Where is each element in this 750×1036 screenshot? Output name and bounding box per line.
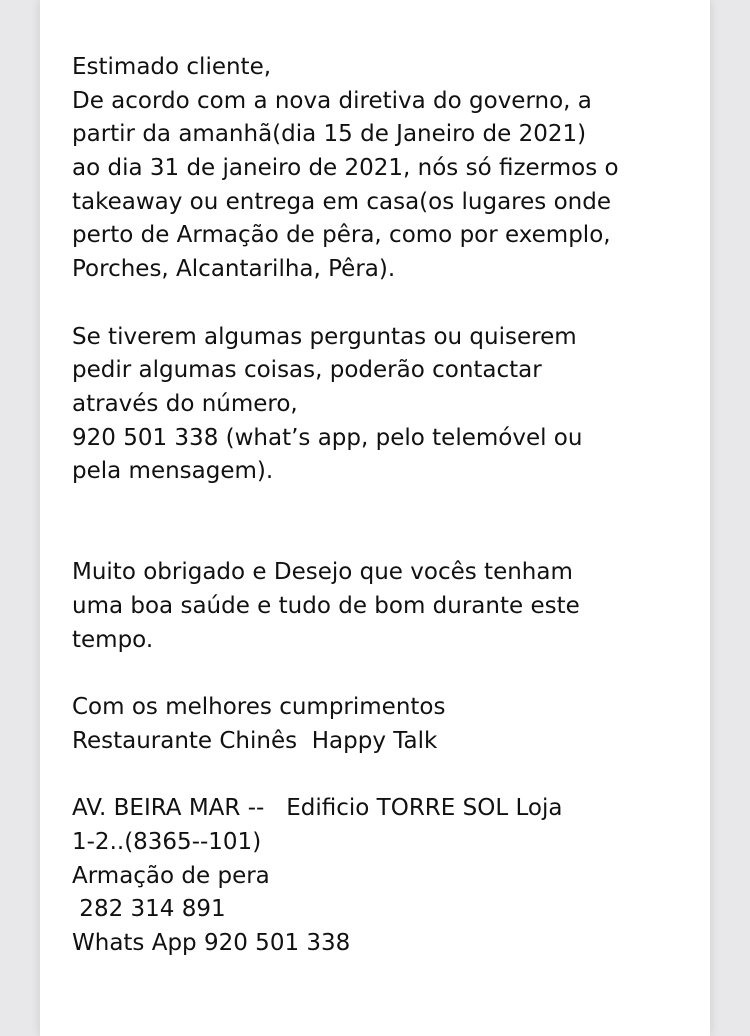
address-line: 1-2..(8365--101) [72, 828, 262, 855]
paragraph-line: Muito obrigado e Desejo que vocês tenham [72, 559, 573, 586]
blank-line [72, 657, 702, 691]
paragraph-line: takeaway ou entrega em casa(os lugares onde [72, 188, 611, 215]
paragraph-line: pela mensagem). [72, 458, 274, 485]
blank-line [72, 287, 702, 321]
address-line: AV. BEIRA MAR -- Edificio TORRE SOL Loja [72, 795, 563, 822]
paragraph-line: tempo. [72, 626, 154, 653]
whatsapp-line: Whats App 920 501 338 [72, 929, 351, 956]
restaurant-name: Restaurante Chinês Happy Talk [72, 727, 438, 754]
paragraph-line: Se tiverem algumas perguntas ou quiserem [72, 323, 577, 350]
phone-line: 282 314 891 [72, 896, 226, 923]
address-line: Armação de pera [72, 862, 270, 889]
paragraph-line: De acordo com a nova diretiva do governo, a [72, 87, 592, 114]
blank-lines [72, 489, 702, 556]
paragraph-line: Porches, Alcantarilha, Pêra). [72, 256, 396, 283]
phone-line: 920 501 338 (what’s app, pelo telemóvel ou [72, 424, 583, 451]
paragraph-line: perto de Armação de pêra, como por exemplo, [72, 222, 611, 249]
document-page [40, 0, 710, 1036]
blank-line [72, 758, 702, 792]
paragraph-line: pedir algumas coisas, poderão contactar [72, 357, 542, 384]
signoff-line: Com os melhores cumprimentos [72, 694, 446, 721]
message-text [72, 51, 702, 961]
paragraph-line: através do número, [72, 390, 298, 417]
paragraph-line: partir da amanhã(dia 15 de Janeiro de 2021) [72, 121, 587, 148]
greeting-line: Estimado cliente, [72, 54, 272, 80]
paragraph-line: uma boa saúde e tudo de bom durante este [72, 593, 580, 620]
paragraph-line: ao dia 31 de janeiro de 2021, nós só fizermos o [72, 155, 619, 182]
